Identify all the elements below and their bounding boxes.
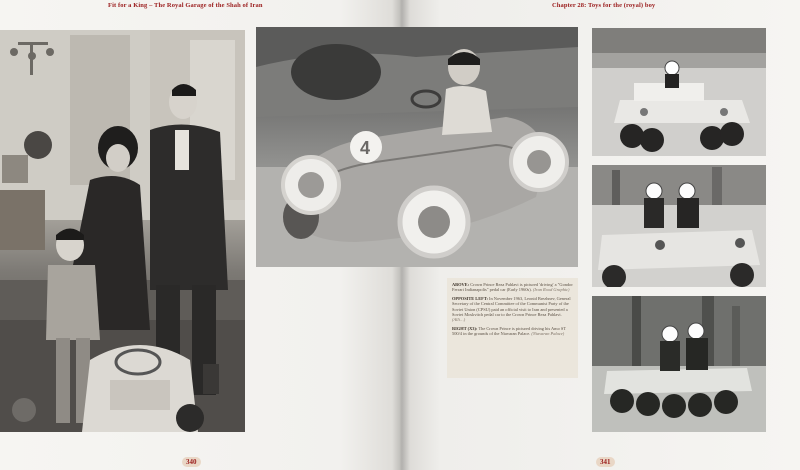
caption-1-lead: ABOVE: [452, 282, 470, 287]
amphibious-vehicle-photo-3 [592, 296, 766, 432]
right-page-number: 341 [596, 457, 615, 467]
left-page-number: 340 [182, 457, 201, 467]
caption-1 [452, 282, 573, 293]
caption-3-credit: (Niavaran Palace) [531, 331, 565, 337]
amphibious-vehicle-photo-2 [592, 165, 766, 287]
caption-2-lead: OPPOSITE LEFT: [452, 295, 488, 301]
left-running-head: Fit for a King – The Royal Garage of the Shah of Iran [108, 2, 263, 9]
amphibious-vehicle-photo-1 [592, 28, 766, 156]
caption-2-text: In November 1963, Leonid Brezhnev, General Secretary of the Central Committee of the Communist Party of the Soviet Union (CPSU) paid an official visit to Iran and presented a Soviet Moskvitch pedal car to the Crown Prince Reza Pahlavi. [452, 295, 571, 318]
family-pedal-car-photo [0, 30, 245, 432]
caption-1-text: Crown Prince Reza Pahlavi is pictured 'driving' a "Gondor Ferrari Indianapolis" pedal car (Early 1960s). [452, 282, 573, 293]
photo-caption-box [447, 278, 578, 378]
caption-2 [452, 296, 573, 323]
right-running-head: Chapter 28: Toys for the (royal) boy [552, 2, 656, 9]
race-car-number: 4 [360, 138, 371, 158]
caption-1-credit: (Iran Rood Graphic) [532, 287, 570, 293]
caption-3-lead: RIGHT (X3): [452, 325, 478, 331]
caption-3-text: The Crown Prince is pictured driving his Amo ST 500/4 in the grounds of the Niavaran Palace. [452, 325, 566, 337]
caption-3 [452, 326, 573, 337]
race-car-photo [256, 27, 578, 267]
caption-2-credit: (Alli…) [452, 317, 466, 323]
